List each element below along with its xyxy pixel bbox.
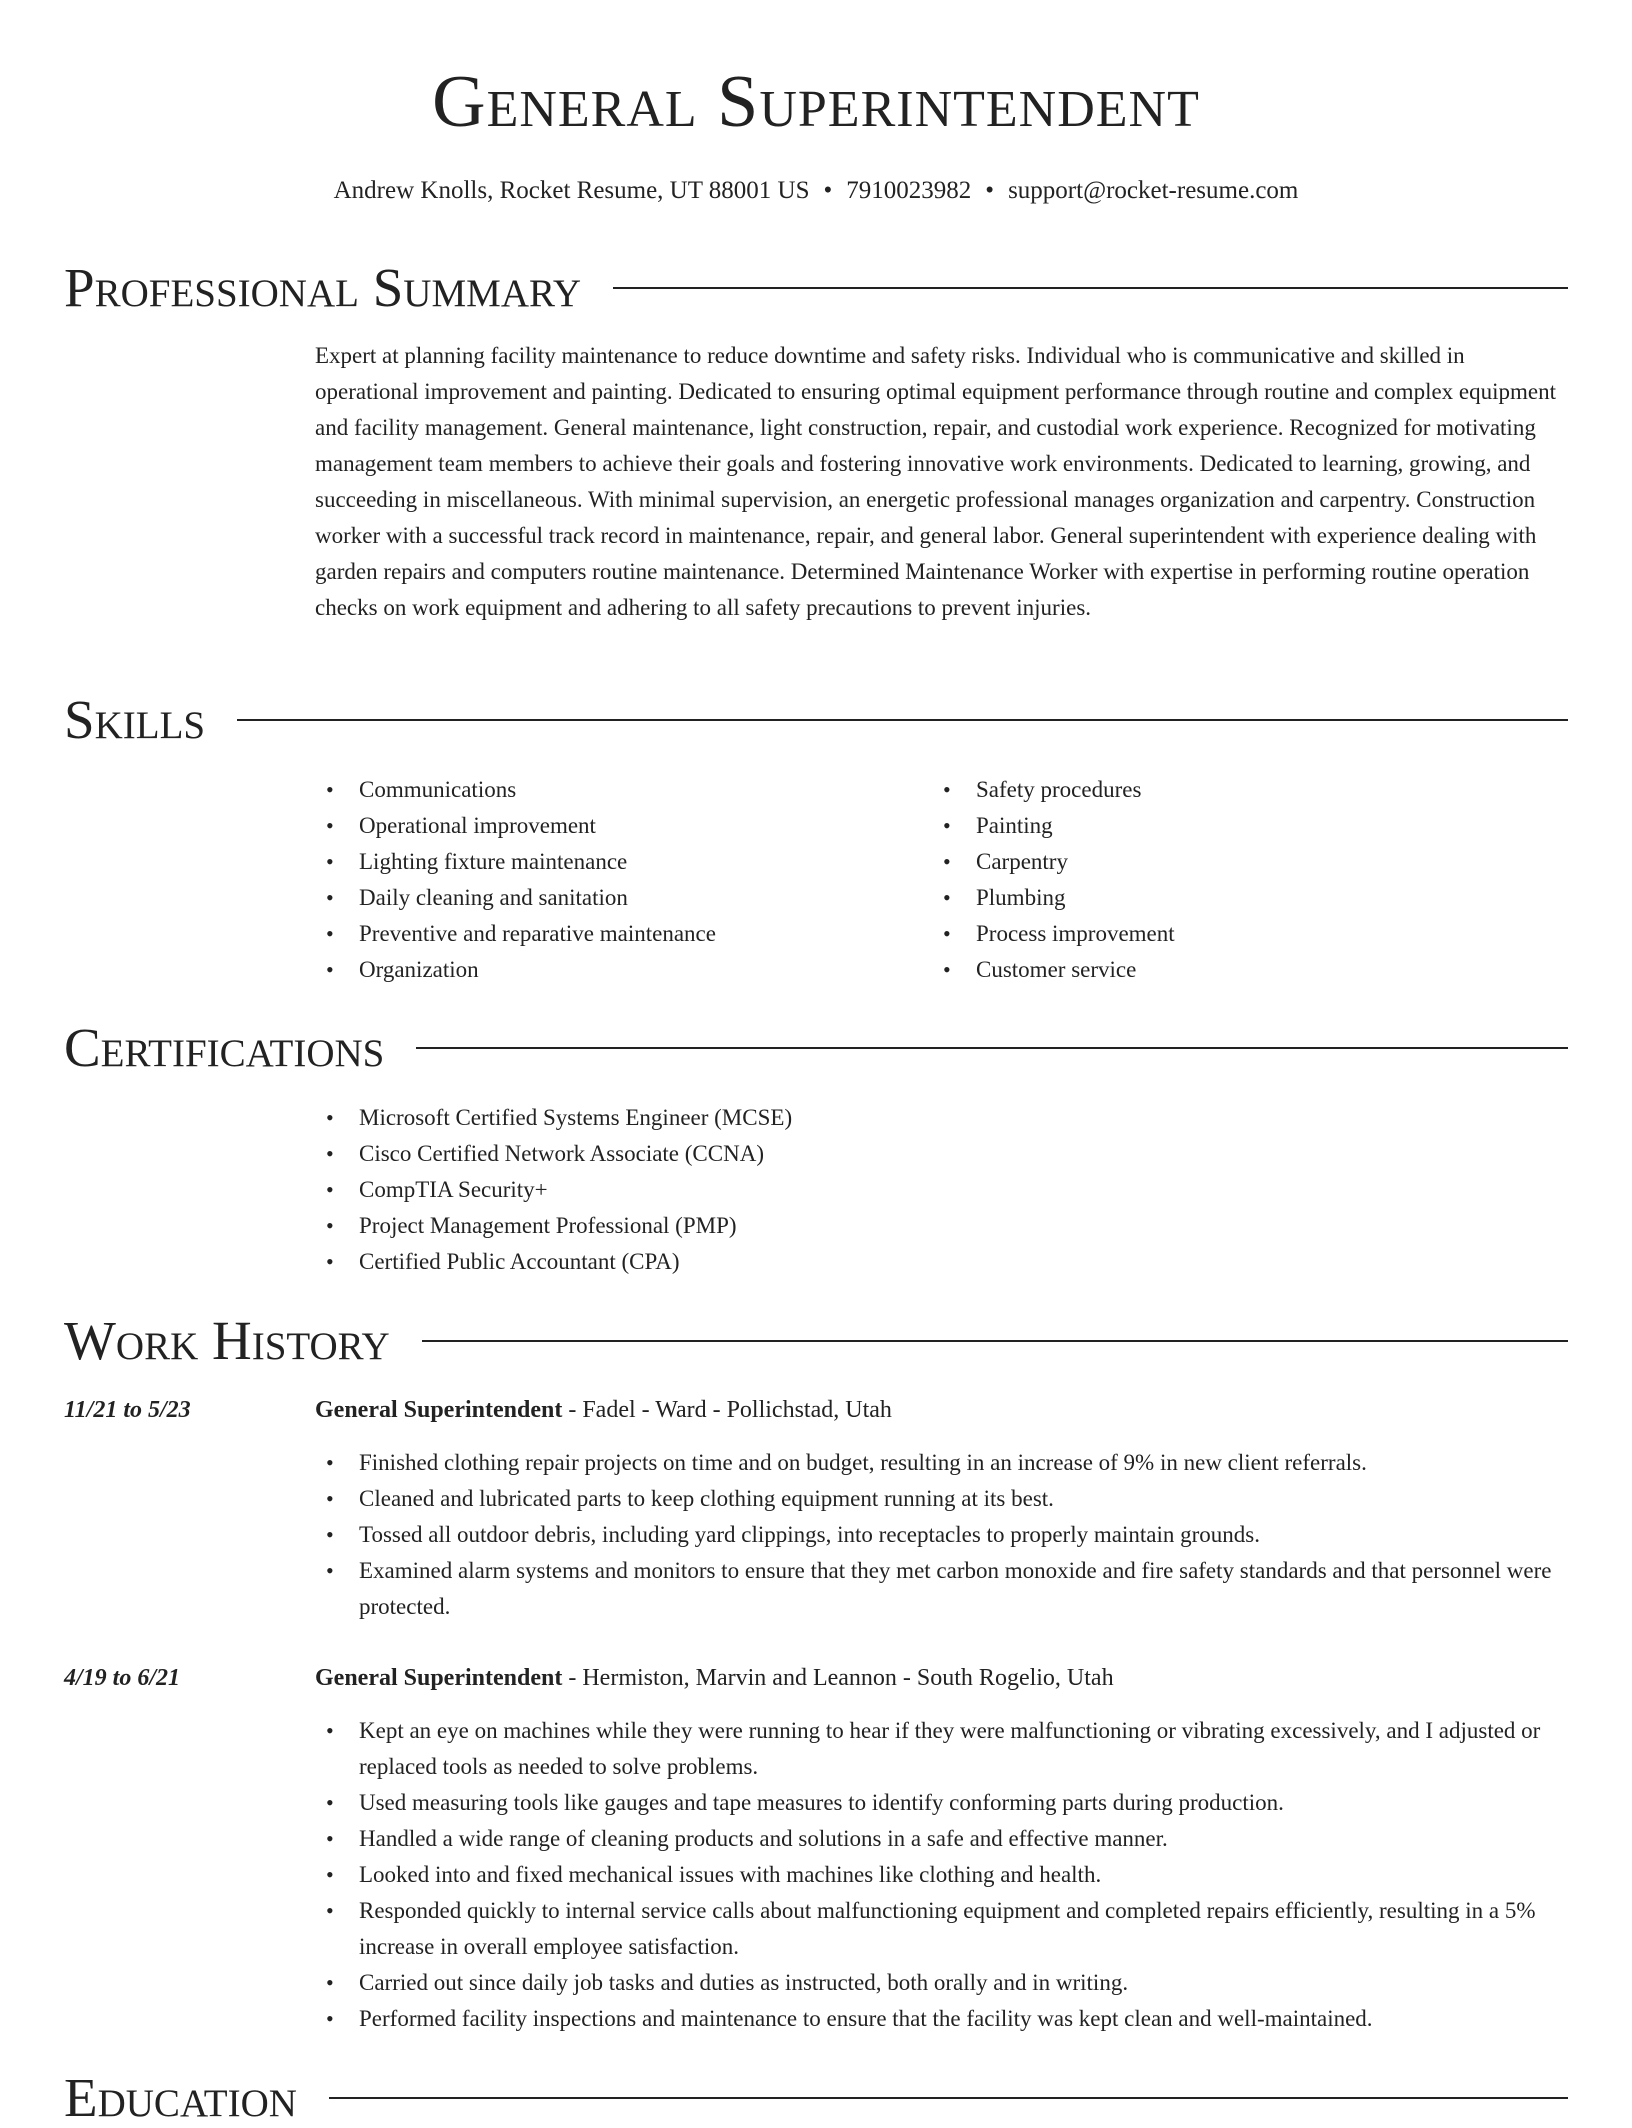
section-divider	[613, 287, 1568, 289]
contact-separator: •	[823, 177, 833, 204]
contact-separator: •	[985, 177, 995, 204]
job-duty: • Tossed all outdoor debris, including yard clippings, into receptacles to properly maintain grounds.	[315, 1517, 1568, 1553]
summary-text: Expert at planning facility maintenance to reduce downtime and safety risks. Individual who is communicative and skilled in operational improvement and painting. Dedicated to ensuring optimal equipment performance through routine and complex equipment and facility management. General maintenance, light construction, repair, and custodial work experience. Recognized for motivating management team members to achieve their goals and fostering innovative work environments. Dedicated to learning, growing, and succeeding in miscellaneous. With minimal supervision, an energetic professional manages organization and carpentry. Construction worker with a successful track record in maintenance, repair, and general labor. General superintendent with experience dealing with garden repairs and computers routine maintenance. Determined Maintenance Worker with expertise in performing routine operation checks on work equipment and adhering to all safety precautions to prevent injuries.	[315, 343, 1557, 620]
job-duty: • Examined alarm systems and monitors to ensure that they met carbon monoxide and fire safety standards and that personnel were protected.	[315, 1553, 1568, 1625]
certifications-list	[315, 1100, 792, 1280]
summary-heading: Professional Summary	[64, 257, 582, 318]
skill-item: • Carpentry	[932, 844, 1175, 880]
job-duty: • Kept an eye on machines while they were running to hear if they were malfunctioning or vibrating excessively, and I adjusted or replaced tools as needed to solve problems.	[315, 1713, 1568, 1785]
certification-item: • Microsoft Certified Systems Engineer (MCSE)	[315, 1100, 792, 1136]
skill-item: • Daily cleaning and sanitation	[315, 880, 716, 916]
job-heading	[315, 1394, 892, 1426]
education-heading: Education	[64, 2067, 297, 2128]
job-duty: • Handled a wide range of cleaning products and solutions in a safe and effective manner.	[315, 1821, 1568, 1857]
job-title: General Superintendent	[315, 1665, 563, 1691]
certification-item: • Certified Public Accountant (CPA)	[315, 1244, 792, 1280]
skill-item: • Operational improvement	[315, 808, 716, 844]
job-title: General Superintendent	[315, 1397, 563, 1423]
section-divider	[416, 1047, 1568, 1049]
contact-address: Andrew Knolls, Rocket Resume, UT 88001 US	[333, 177, 810, 204]
skill-item: • Safety procedures	[932, 772, 1175, 808]
job-employer-location: - Hermiston, Marvin and Leannon - South Rogelio, Utah	[562, 1665, 1114, 1691]
job-duty: • Used measuring tools like gauges and tape measures to identify conforming parts during production.	[315, 1785, 1568, 1821]
resume-name: General Superintendent	[432, 61, 1200, 143]
skill-item: • Preventive and reparative maintenance	[315, 916, 716, 952]
job-heading	[315, 1662, 1114, 1694]
job-duty: • Cleaned and lubricated parts to keep clothing equipment running at its best.	[315, 1481, 1568, 1517]
job-duties-list	[315, 1445, 1568, 1625]
certification-item: • CompTIA Security+	[315, 1172, 792, 1208]
skill-item: • Organization	[315, 952, 716, 988]
job-duty: • Carried out since daily job tasks and duties as instructed, both orally and in writing.	[315, 1965, 1568, 2001]
skills-heading: Skills	[64, 689, 206, 750]
job-dates: 11/21 to 5/23	[64, 1397, 191, 1423]
skill-item: • Lighting fixture maintenance	[315, 844, 716, 880]
job-duties-list	[315, 1713, 1568, 2037]
summary-section-header	[64, 258, 1568, 318]
section-divider	[237, 719, 1568, 721]
skills-list-right	[932, 772, 1175, 988]
job-employer-location: - Fadel - Ward - Pollichstad, Utah	[562, 1397, 892, 1423]
section-divider	[329, 2097, 1568, 2099]
contact-email[interactable]: support@rocket-resume.com	[1008, 177, 1299, 204]
skill-item: • Painting	[932, 808, 1175, 844]
certifications-section-header	[64, 1018, 1568, 1078]
job-duty: • Finished clothing repair projects on time and on budget, resulting in an increase of 9% in new client referrals.	[315, 1445, 1568, 1481]
certifications-heading: Certifications	[64, 1017, 385, 1078]
education-section-header	[64, 2068, 1568, 2128]
skills-list-left	[315, 772, 716, 988]
skill-item: • Process improvement	[932, 916, 1175, 952]
job-duty: • Looked into and fixed mechanical issues with machines like clothing and health.	[315, 1857, 1568, 1893]
skills-section-header	[64, 690, 1568, 750]
job-duty: • Responded quickly to internal service calls about malfunctioning equipment and completed repairs efficiently, resulting in a 5% increase in overall employee satisfaction.	[315, 1893, 1568, 1965]
section-divider	[422, 1340, 1568, 1342]
skill-item: • Communications	[315, 772, 716, 808]
contact-phone: 7910023982	[846, 177, 972, 204]
work-history-heading: Work History	[64, 1310, 390, 1371]
certification-item: • Project Management Professional (PMP)	[315, 1208, 792, 1244]
certification-item: • Cisco Certified Network Associate (CCNA)	[315, 1136, 792, 1172]
job-dates: 4/19 to 6/21	[64, 1665, 181, 1691]
work-history-section-header	[64, 1311, 1568, 1371]
contact-line	[0, 176, 1632, 206]
skill-item: • Plumbing	[932, 880, 1175, 916]
job-duty: • Performed facility inspections and maintenance to ensure that the facility was kept clean and well-maintained.	[315, 2001, 1568, 2037]
skill-item: • Customer service	[932, 952, 1175, 988]
